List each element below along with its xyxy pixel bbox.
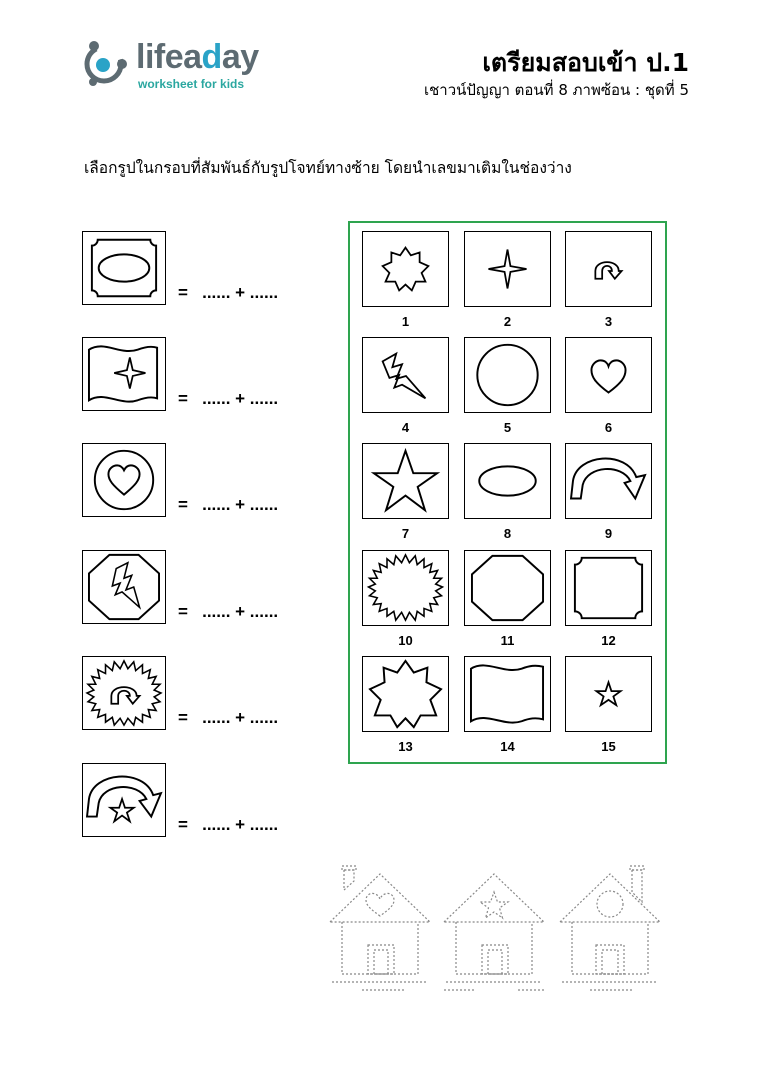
choice-1-box[interactable] [362,231,449,307]
choice-11-box[interactable] [464,550,551,626]
choice-14-box[interactable] [464,656,551,732]
instruction-text: เลือกรูปในกรอบที่สัมพันธ์กับรูปโจทย์ทางซ้าย โดยนำเลขมาเติมในช่องว่าง [84,159,572,177]
choice-15-box[interactable] [565,656,652,732]
lightning-in-octagon-icon [83,551,165,623]
small-star-under-big-arrow-icon [83,764,165,836]
choice-1-number: 1 [401,314,410,329]
choice-4-number: 4 [401,420,410,435]
question-6-equation[interactable]: = ...... + ...... [178,815,279,834]
logo-wordmark: lifeaday [136,38,259,76]
five-point-star-icon [363,444,448,518]
choice-8-box[interactable] [464,443,551,519]
four-point-star-on-flag-icon [83,338,165,410]
question-5-equation[interactable]: = ...... + ...... [178,708,279,727]
molecule-logo-icon [82,38,134,94]
choice-10-number: 10 [398,633,413,648]
choice-2-box[interactable] [464,231,551,307]
heart-in-circle-icon [83,444,165,516]
logo-tagline: worksheet for kids [138,77,245,91]
choice-12-number: 12 [601,633,616,648]
flag-icon [465,657,550,731]
choice-12-box[interactable] [565,550,652,626]
starburst-icon [363,551,448,625]
choice-15-number: 15 [601,739,616,754]
choice-2-number: 2 [503,314,512,329]
small-five-point-star-icon [566,657,651,731]
choice-13-number: 13 [398,739,413,754]
choice-3-box[interactable] [565,231,652,307]
lifeaday-logo [82,38,272,94]
dotted-houses-icon [328,862,663,997]
choice-4-box[interactable] [362,337,449,413]
choice-14-number: 14 [500,739,515,754]
curved-arrow-in-burst-icon [83,657,165,729]
choice-7-box[interactable] [362,443,449,519]
circle-icon [465,338,550,412]
question-5-figure [82,656,166,730]
choice-13-box[interactable] [362,656,449,732]
choice-5-box[interactable] [464,337,551,413]
question-4-figure [82,550,166,624]
choice-9-number: 9 [604,526,613,541]
choice-8-number: 8 [503,526,512,541]
choice-6-number: 6 [604,420,613,435]
heart-icon [566,338,651,412]
dotted-houses-decoration [328,862,663,997]
ellipse-icon [465,444,550,518]
four-point-star-icon [465,232,550,306]
choice-6-box[interactable] [565,337,652,413]
ellipse-in-notched-square-icon [83,232,165,304]
question-4-equation[interactable]: = ...... + ...... [178,602,279,621]
question-1-equation[interactable]: = ...... + ...... [178,283,279,302]
question-3-equation[interactable]: = ...... + ...... [178,495,279,514]
choice-11-number: 11 [500,633,515,648]
question-6-figure [82,763,166,837]
seven-point-star-large-icon [363,657,448,731]
lightning-icon [363,338,448,412]
notched-square-icon [566,551,651,625]
choice-7-number: 7 [401,526,410,541]
big-curved-arrow-icon [566,444,651,518]
choice-3-number: 3 [604,314,613,329]
question-2-figure [82,337,166,411]
small-curved-arrow-icon [566,232,651,306]
question-3-figure [82,443,166,517]
page-subtitle: เชาวน์ปัญญา ตอนที่ 8 ภาพซ้อน : ชุดที่ 5 [423,81,689,99]
question-1-figure [82,231,166,305]
choice-5-number: 5 [503,420,512,435]
choice-9-box[interactable] [565,443,652,519]
page-title: เตรียมสอบเข้า ป.1 [482,48,689,77]
seven-point-star-small-icon [363,232,448,306]
question-2-equation[interactable]: = ...... + ...... [178,389,279,408]
octagon-icon [465,551,550,625]
choice-10-box[interactable] [362,550,449,626]
